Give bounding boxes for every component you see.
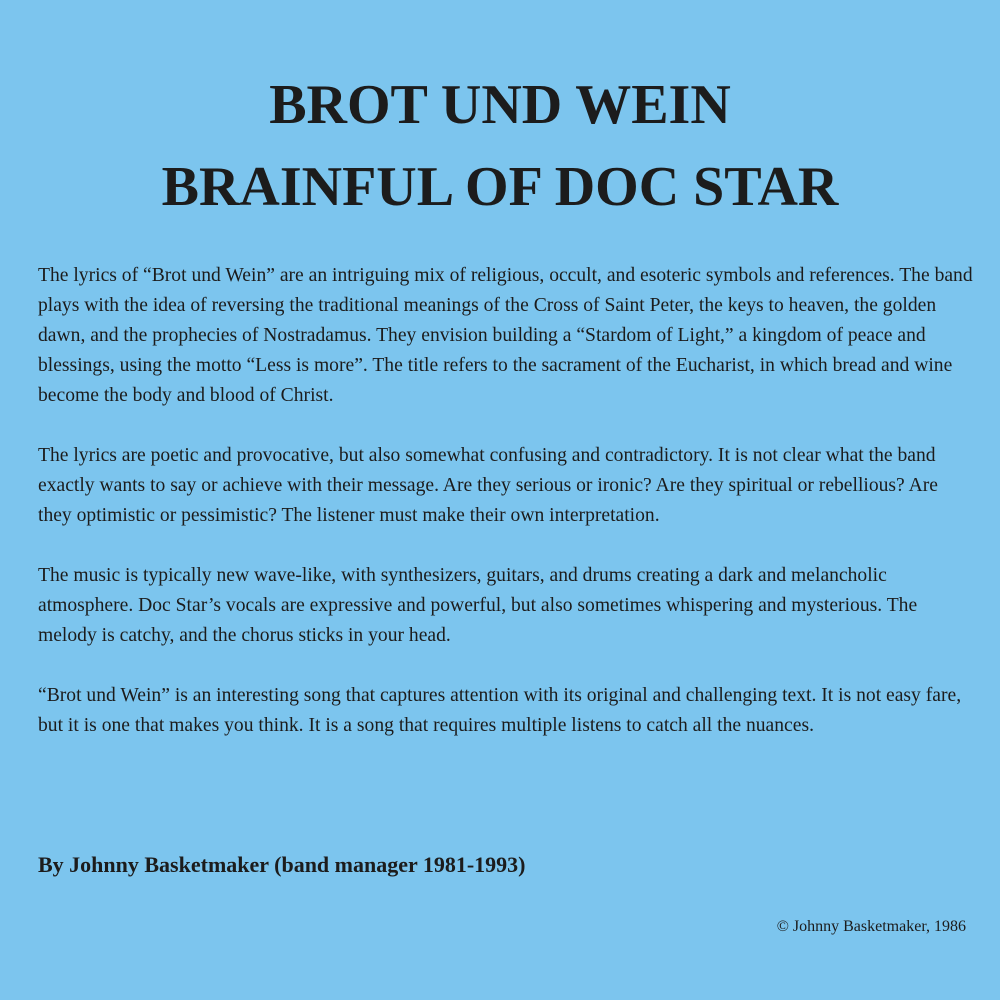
paragraph-2: The lyrics are poetic and provocative, but also somewhat confusing and contradictory. It is not clear what the band exactly wants to say or achieve with their message. Are they serious or ironic? Are they spiritual or rebellious? Are they optimistic or pessimistic? The listener must make their own interpretation. [38, 445, 938, 526]
paragraph-4: “Brot und Wein” is an interesting song that captures attention with its original and challenging text. It is not easy fare, but it is one that makes you think. It is a song that requires multiple listens to catch all the nuances. [38, 685, 962, 736]
copyright-notice: © Johnny Basketmaker, 1986 [776, 918, 966, 935]
title-line-1: BROT UND WEIN [269, 74, 731, 136]
title-line-2: BRAINFUL OF DOC STAR [161, 156, 839, 218]
article-body [38, 261, 973, 771]
paragraph-1: The lyrics of “Brot und Wein” are an intriguing mix of religious, occult, and esoteric symbols and references. The band plays with the idea of reversing the traditional meanings of the Cross of Saint Peter, the keys to heaven, the golden dawn, and the prophecies of Nostradamus. They envision building a “Stardom of Light,” a kingdom of peace and blessings, using the motto “Less is more”. The title refers to the sacrament of the Eucharist, in which bread and wine become the body and blood of Christ. [38, 265, 973, 406]
author-byline: By Johnny Basketmaker (band manager 1981-1993) [38, 852, 526, 877]
page-title [0, 64, 1000, 228]
paragraph-3: The music is typically new wave-like, with synthesizers, guitars, and drums creating a dark and melancholic atmosphere. Doc Star’s vocals are expressive and powerful, but also sometimes whispering and mysterious. The melody is catchy, and the chorus sticks in your head. [38, 565, 918, 646]
